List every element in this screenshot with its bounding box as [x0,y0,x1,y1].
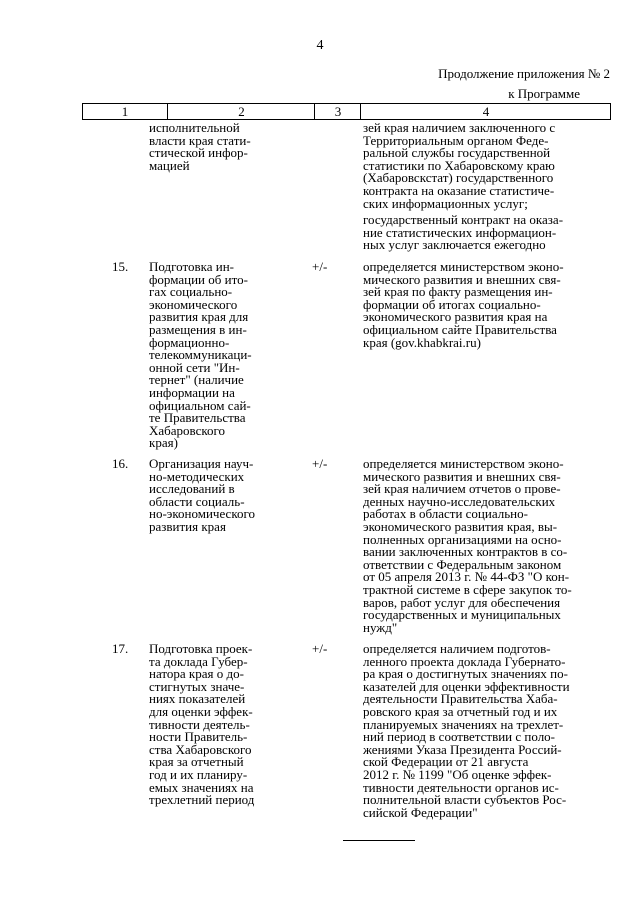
page-number: 4 [316,38,324,53]
row-16-name: Организация науч- но-методических исследований в области социаль- но-экономического развития края [149,456,255,534]
row-17-number: 17. [112,641,129,656]
row-16-number: 16. [112,456,129,471]
row-15-name: Подготовка ин- формации об ито- гах социально- экономического развития края для размещения в ин- формационно- телекоммуникаци- онной сети "Ин- тернет" (наличие информации на официальном сай- те Правительства Хабаровского края) [149,259,252,451]
row-16-desc: определяется министерством эконо- мического развития и внешних свя- зей края наличием отчетов о прове- денных научно-исследовательских работах в области социально- экономического развития края, вы- полненных организациями на осно- вании заключенных контрактов в со- ответствии с Федеральным законом от 05 апреля 2013 г. № 44-ФЗ "О кон- трактной системе в сфере закупок то- варов, работ услуг для обеспечения государственных и муниципальных нужд" [363,456,572,635]
row-17-mark: +/- [312,641,328,656]
continuation-desc-1: зей края наличием заключенного с Территориальным органом Феде- ральной службы государственной статистики по Хабаровскому краю (Хабаровскстат) государственного контракта на оказание статистиче- ских информационных услуг; [363,120,556,211]
appendix-subtitle: к Программе [508,86,580,101]
row-17-desc: определяется наличием подготов- ленного проекта доклада Губернато- ра края о достигнутых значениях по- казателей для оценки эффективности деятельности Правительства Хаба- ровского края за отчетный год и их планируемых значениях на трехлет- ний период в соответствии с поло- жениями Указа Президента Россий- ской Федерации от 21 августа 2012 г. № 1199 "Об оценке эффек- тивности деятельности органов ис- полнительной власти субъектов Рос- сийской Федерации" [363,641,570,820]
header-col-3: 3 [314,104,361,119]
continuation-name: исполнительной власти края стати- стической инфор- мацией [149,120,251,173]
row-15-desc: определяется министерством эконо- мического развития и внешних свя- зей края по факту размещения ин- формации об итогах социально- экономического развития края на официальном сайте Правительства края (gov.khabkrai.ru) [363,259,564,350]
row-16-mark: +/- [312,456,328,471]
row-15-mark: +/- [312,259,328,274]
header-col-1: 1 [121,104,129,119]
appendix-title: Продолжение приложения № 2 [438,66,610,81]
continuation-desc-2: государственный контракт на оказа- ние статистических информацион- ных услуг заключается ежегодно [363,212,564,253]
row-15-number: 15. [112,259,129,274]
header-col-2: 2 [167,104,315,119]
header-col-4: 4 [360,104,611,119]
footer-separator-line [343,840,415,841]
row-17-name: Подготовка проек- та доклада Губер- натора края о до- стигнутых значе- ниях показателей для оценки эффек- тивности деятель- ности Правитель- ства Хабаровского края за отчетный год и их планиру- емых значениях на трехлетний период [149,641,255,808]
table-header [82,103,611,120]
